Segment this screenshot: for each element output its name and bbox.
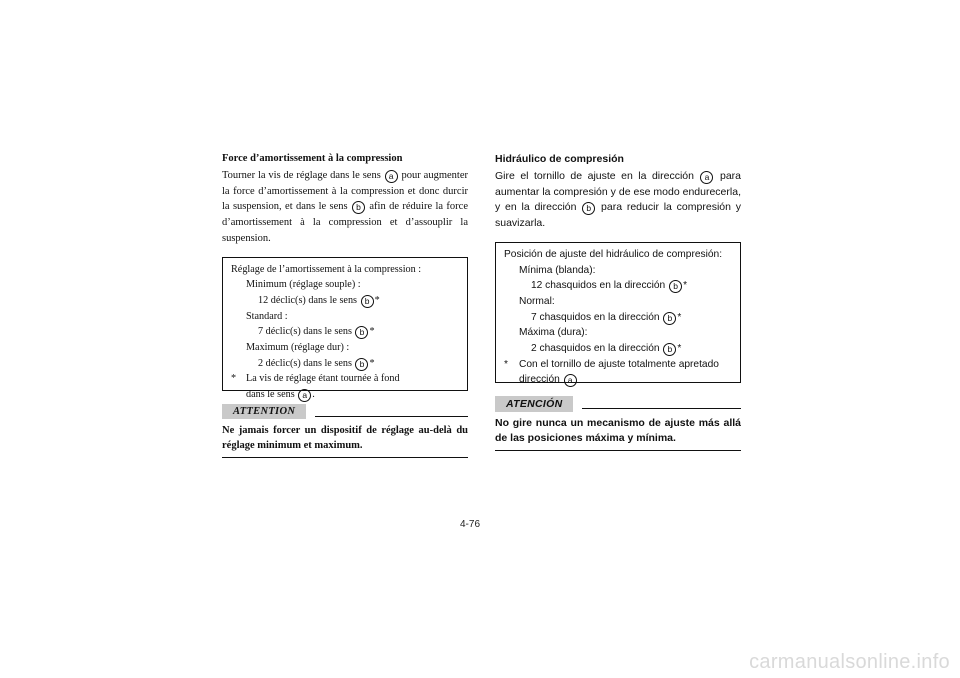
spanish-min-value: 12 chasquidos en la dirección b * xyxy=(531,280,688,292)
french-warning-header xyxy=(222,404,468,419)
spanish-max-label: Máxima (dura): xyxy=(519,327,588,339)
french-box-title: Réglage de l’amortissement à la compression : xyxy=(231,263,422,275)
spanish-column xyxy=(495,153,741,451)
circled-b-icon: b xyxy=(361,295,374,308)
circled-a-icon: a xyxy=(385,170,398,183)
spanish-note: * Con el tornillo de ajuste totalmente apretado dirección a xyxy=(504,358,719,386)
circled-a-icon: a xyxy=(564,374,577,387)
circled-b-icon: b xyxy=(669,280,682,293)
spanish-settings-box xyxy=(495,242,741,386)
french-min-label: Minimum (réglage souple) : xyxy=(246,279,361,291)
spanish-paragraph: Gire el tornillo de ajuste en la dirección a para aumentar la compresión y de ese modo endurecerla, y en la dirección b para reducir la compresión y suavizarla. xyxy=(495,170,741,230)
spanish-heading: Hidráulico de compresión xyxy=(495,153,624,165)
french-note: * La vis de réglage étant tournée à fond dans le sens a . xyxy=(231,373,400,401)
circled-b-icon: b xyxy=(355,358,368,371)
spanish-box-title: Posición de ajuste del hidráulico de compresión: xyxy=(504,248,723,260)
warning-rule xyxy=(315,416,468,417)
page-number: 4-76 xyxy=(460,519,481,530)
spanish-max-value: 2 chasquidos en la dirección b * xyxy=(531,343,682,355)
french-column xyxy=(222,153,468,458)
circled-b-icon: b xyxy=(582,202,595,215)
french-max-label: Maximum (réglage dur) : xyxy=(246,342,350,354)
french-heading: Force d’amortissement à la compression xyxy=(222,153,403,164)
french-std-value: 7 déclic(s) dans le sens b * xyxy=(258,326,375,338)
spanish-std-label: Normal: xyxy=(519,295,555,307)
french-warning-text: Ne jamais forcer un dispositif de réglage au-delà du réglage minimum et maximum. xyxy=(222,423,468,458)
spanish-std-value: 7 chasquidos en la dirección b * xyxy=(531,311,682,323)
circled-b-icon: b xyxy=(663,312,676,325)
circled-a-icon: a xyxy=(298,389,311,402)
spanish-warning-badge: ATENCIÓN xyxy=(495,396,573,412)
spanish-warning-text: No gire nunca un mecanismo de ajuste más allá de las posiciones máxima y mínima. xyxy=(495,416,741,451)
spanish-warning-header xyxy=(495,396,741,412)
french-max-value: 2 déclic(s) dans le sens b * xyxy=(258,357,375,369)
french-warning-badge: ATTENTION xyxy=(222,404,306,419)
french-paragraph: Tourner la vis de réglage dans le sens a pour augmenter la force d’amortissement à la compression et donc durcir la suspension, et dans le sens b afin de réduire la force d’amortissement à la compression et d’assouplir la suspension. xyxy=(222,170,468,244)
warning-rule xyxy=(582,408,741,409)
circled-b-icon: b xyxy=(355,326,368,339)
circled-b-icon: b xyxy=(352,201,365,214)
french-std-label: Standard : xyxy=(246,310,288,322)
spanish-min-label: Mínima (blanda): xyxy=(519,264,596,276)
circled-a-icon: a xyxy=(700,171,713,184)
french-min-value: 12 déclic(s) dans le sens b * xyxy=(258,294,380,306)
circled-b-icon: b xyxy=(663,343,676,356)
french-settings-box xyxy=(222,257,468,401)
watermark: carmanualsonline.info xyxy=(749,651,950,673)
